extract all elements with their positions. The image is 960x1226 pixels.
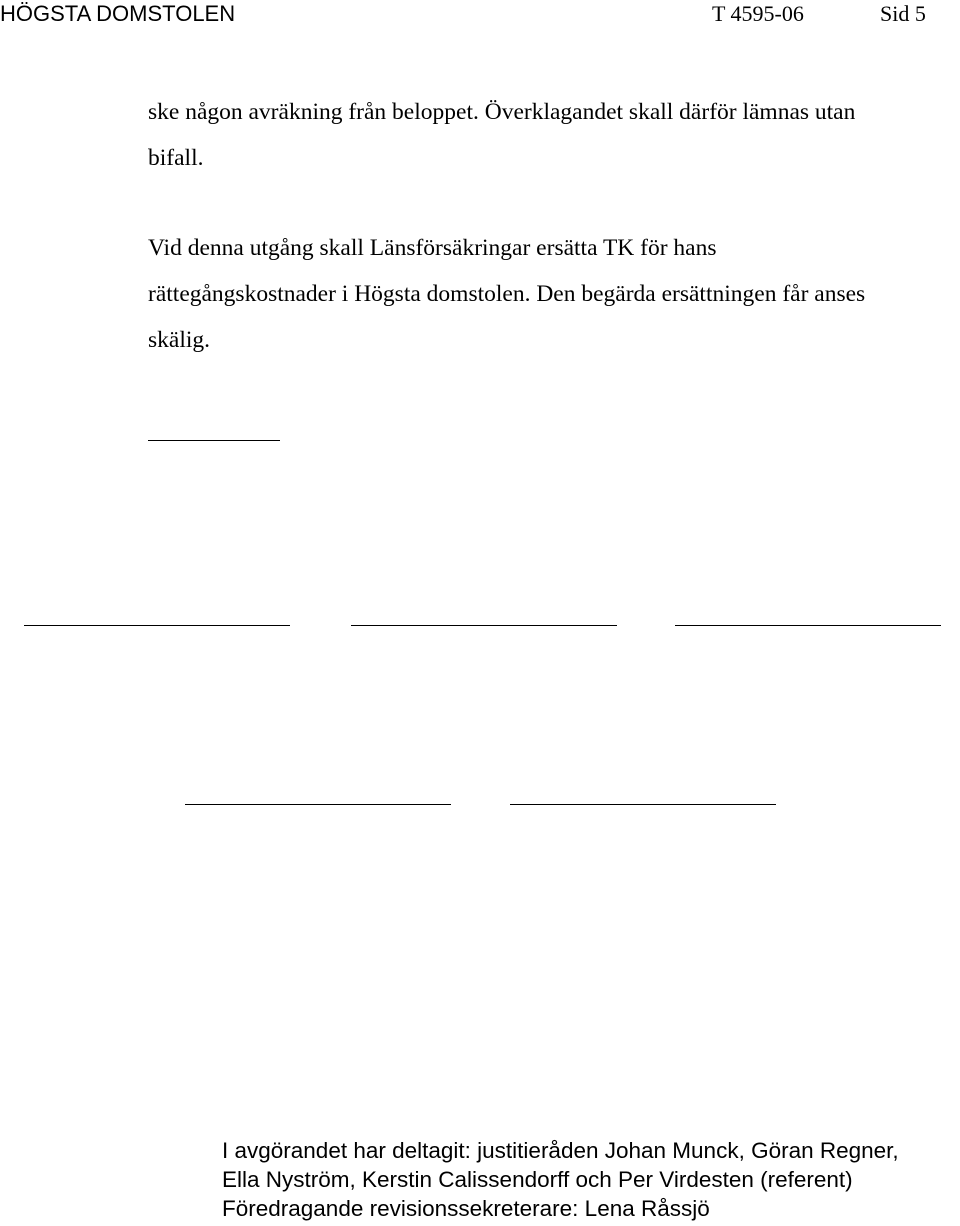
signature-line [675,625,941,626]
participants-line: I avgörandet har deltagit: justitieråden Johan Munck, Göran Regner, [222,1138,899,1163]
participants-line: Ella Nyström, Kerstin Calissendorff och Per Virdesten (referent) [222,1167,853,1192]
separator-rule [148,440,280,441]
paragraph-1-line: ske någon avräkning från beloppet. Överklagandet skall därför lämnas utan [148,99,856,125]
page-header [0,0,960,30]
case-number: T 4595-06 [712,1,804,26]
signature-line [351,625,617,626]
participants-line: Föredragande revisionssekreterare: Lena Råssjö [222,1196,710,1221]
signature-line [24,625,290,626]
signature-line [185,804,451,805]
court-name: HÖGSTA DOMSTOLEN [0,1,236,26]
paragraph-2-line: Vid denna utgång skall Länsförsäkringar ersätta TK för hans [148,235,717,261]
participants-note [222,1136,957,1223]
signature-line [510,804,776,805]
paragraph-2-line: skälig. [148,327,211,353]
page-number: Sid 5 [880,1,926,26]
paragraph-1-line: bifall. [148,145,204,171]
paragraph-1 [148,89,960,181]
paragraph-2-line: rättegångskostnader i Högsta domstolen. Den begärda ersättningen får anses [148,281,866,307]
paragraph-2 [148,225,960,363]
